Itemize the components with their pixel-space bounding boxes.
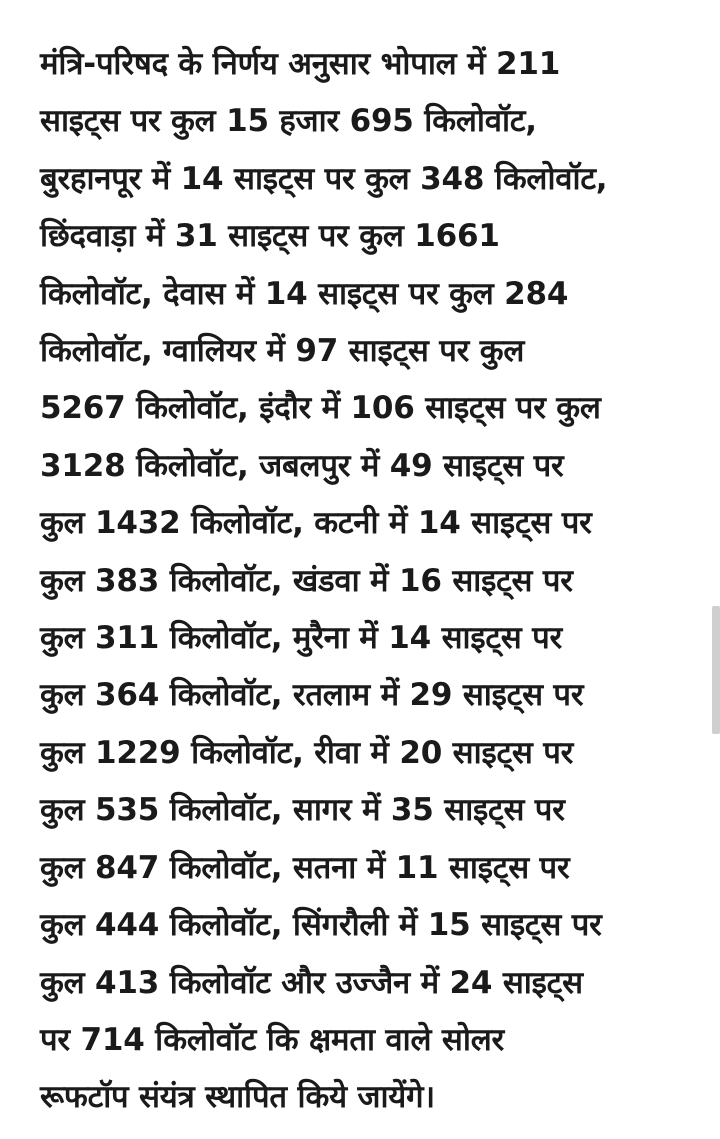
paragraph-line: पर 714 किलोवॉट कि क्षमता वाले सोलर (40, 1021, 504, 1058)
paragraph-line: बुरहानपूर में 14 साइट्स पर कुल 348 किलोवॉट, (40, 160, 608, 197)
paragraph-line: कुल 1432 किलोवॉट, कटनी में 14 साइट्स पर (40, 505, 592, 542)
paragraph-line: कुल 311 किलोवॉट, मुरैना में 14 साइट्स पर (40, 620, 563, 657)
paragraph-line: रूफटॉप संयंत्र स्थापित किये जायेंगे। (40, 1079, 435, 1116)
vertical-scrollbar[interactable] (712, 0, 720, 1139)
paragraph-line: कुल 444 किलोवॉट, सिंगरौली में 15 साइट्स पर (40, 907, 602, 944)
article-paragraph (40, 36, 690, 1127)
paragraph-line: कुल 364 किलोवॉट, रतलाम में 29 साइट्स पर (40, 677, 584, 714)
paragraph-line: साइट्स पर कुल 15 हजार 695 किलोवॉट, (40, 103, 537, 140)
paragraph-line: कुल 847 किलोवॉट, सतना में 11 साइट्स पर (40, 849, 570, 886)
paragraph-line: कुल 413 किलोवॉट और उज्जैन में 24 साइट्स (40, 964, 583, 1001)
paragraph-line: कुल 1229 किलोवॉट, रीवा में 20 साइट्स पर (40, 734, 574, 771)
paragraph-line: कुल 535 किलोवॉट, सागर में 35 साइट्स पर (40, 792, 565, 829)
paragraph-line: कुल 383 किलोवॉट, खंडवा में 16 साइट्स पर (40, 562, 573, 599)
paragraph-line: किलोवॉट, ग्वालियर में 97 साइट्स पर कुल (40, 333, 525, 370)
paragraph-line: छिंदवाड़ा में 31 साइट्स पर कुल 1661 (40, 218, 500, 255)
paragraph-line: मंत्रि-परिषद के निर्णय अनुसार भोपाल में 211 (40, 46, 561, 82)
scrollbar-thumb[interactable] (712, 606, 720, 734)
paragraph-line: 3128 किलोवॉट, जबलपुर में 49 साइट्स पर (40, 447, 564, 484)
paragraph-line: 5267 किलोवॉट, इंदौर में 106 साइट्स पर कुल (40, 390, 601, 427)
paragraph-line: किलोवॉट, देवास में 14 साइट्स पर कुल 284 (40, 275, 569, 312)
